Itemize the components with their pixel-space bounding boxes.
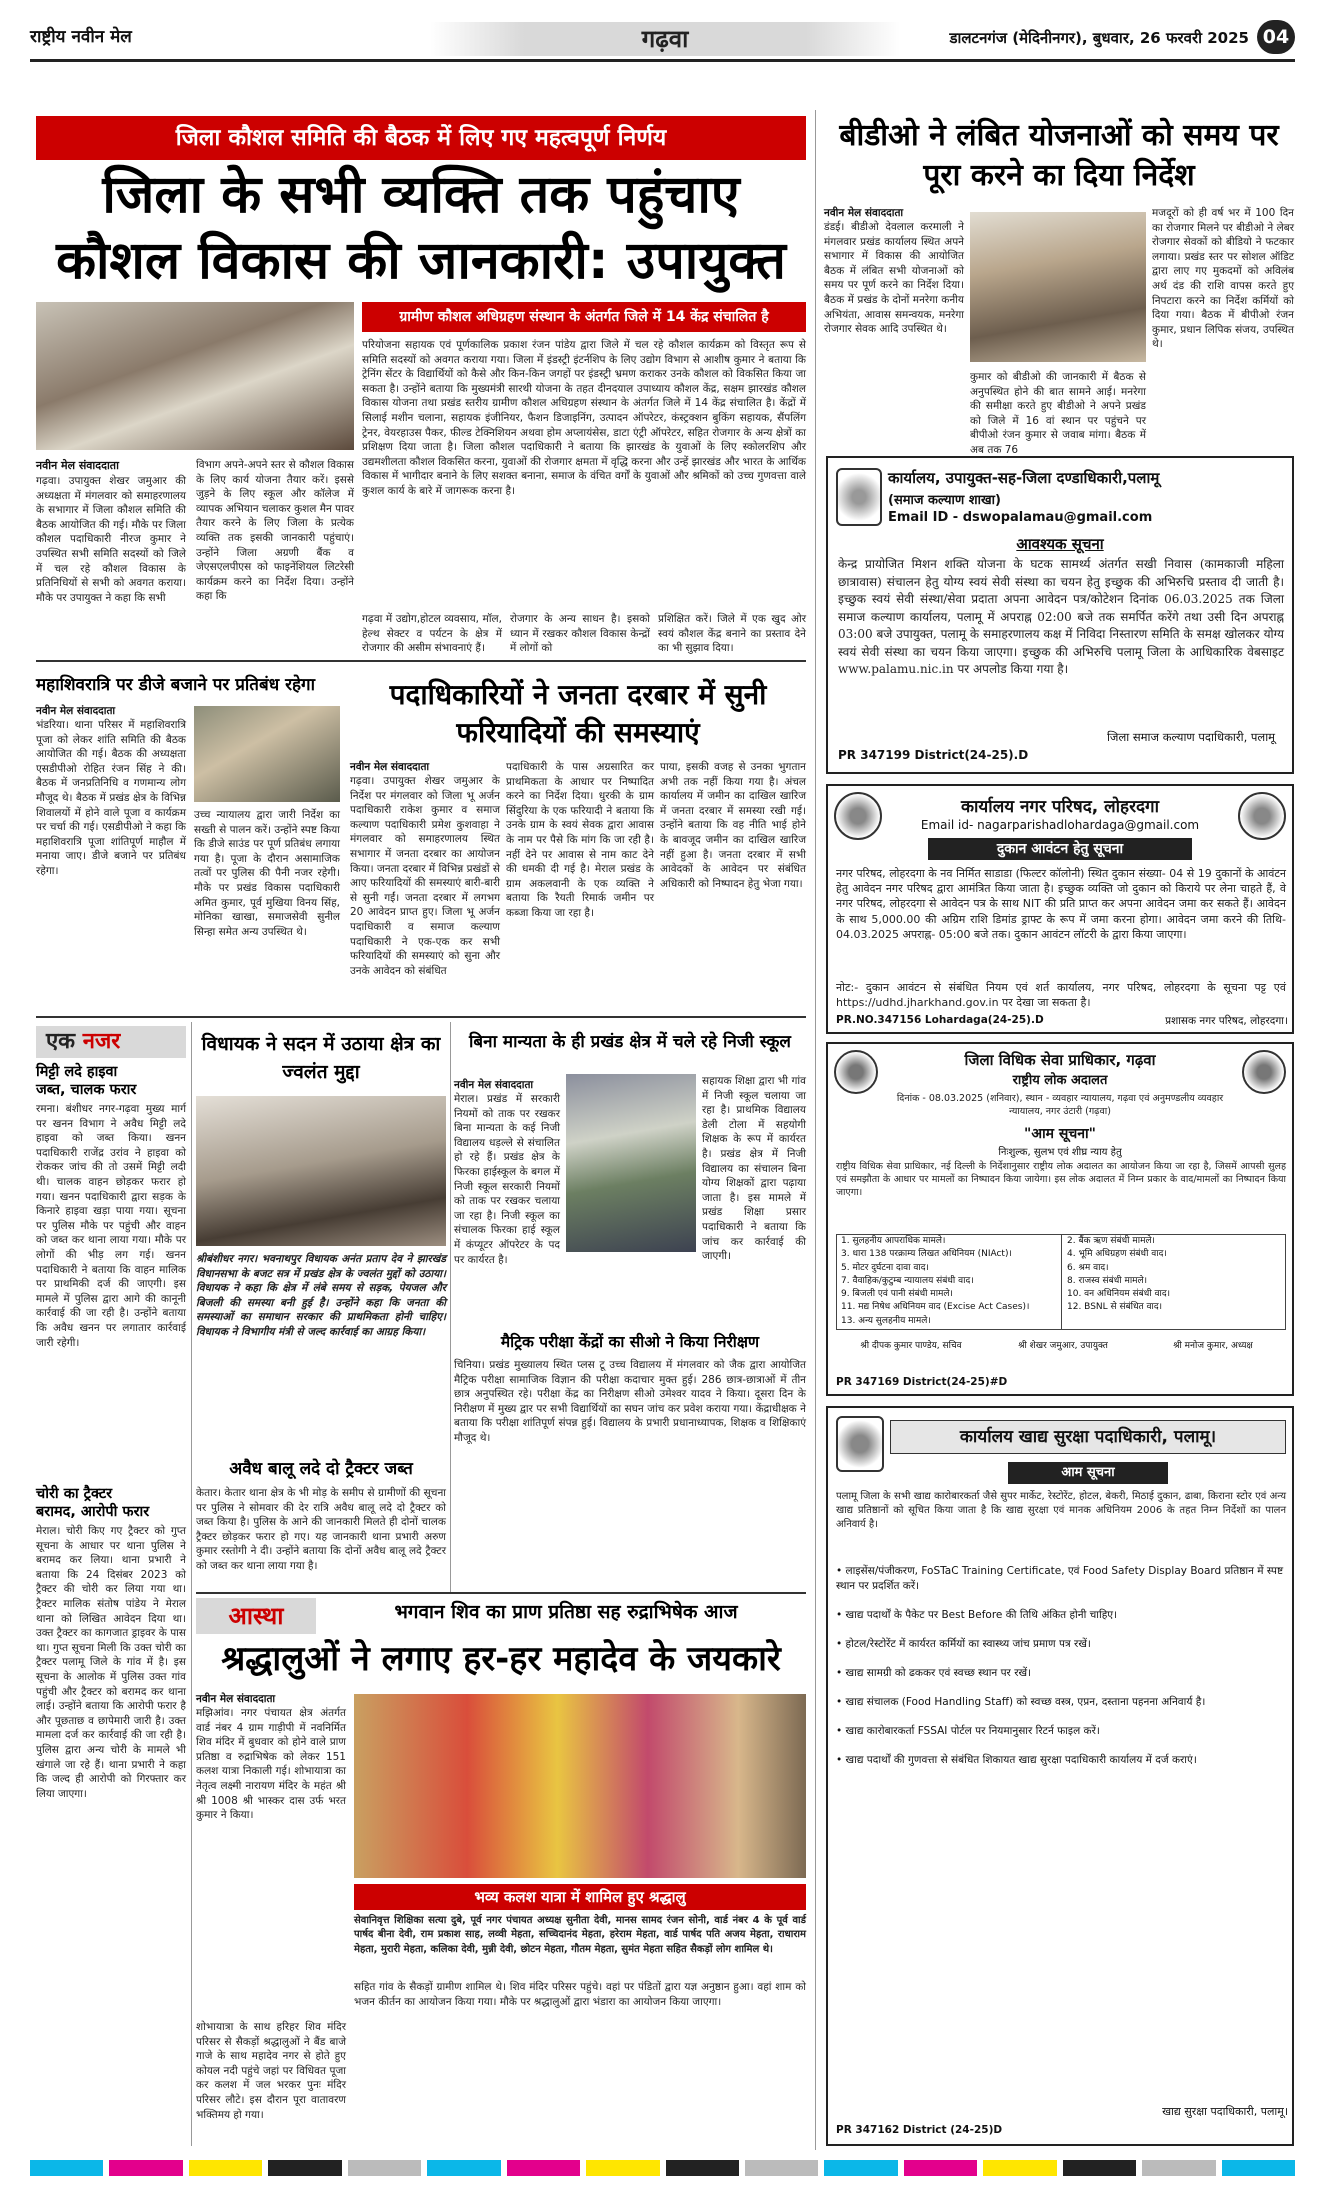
- lead-tail-2: रोजगार के अन्य साधन है। इसको ध्यान में रखकर कौशल विकास केन्द्रों में लोगों को: [510, 613, 650, 655]
- astha-photo-caption: भव्य कलश यात्रा में शामिल हुए श्रद्धालु: [354, 1884, 806, 1910]
- ek-nazar-label-2: नजर: [82, 1029, 121, 1054]
- vidhik-body: राष्ट्रीय विधिक सेवा प्राधिकार, नई दिल्ली के निर्देशानुसार राष्ट्रीय लोक अदालत का आयोजन किया जा रहा है, जिसमें आपसी सुलह एवं समझौता के आधार पर मामलों का निष्पादन किया जायेगा। इस लोक अदालत में निम्न प्रकार के वाद/मामलों का निष्पादन किया जाएगा।: [836, 1161, 1286, 1198]
- section-banner: गढ़वा: [430, 22, 900, 56]
- dsw-title: आवश्यक सूचना: [1016, 535, 1104, 553]
- list-item: • लाइसेंस/पंजीकरण, FoSTaC Training Certificate, एवं Food Safety Display Board प्रतिष्ठान में स्पष्ट स्थान पर प्रदर्शित करें।: [836, 1565, 1284, 1592]
- lohardaga-body: नगर परिषद, लोहरदगा के नव निर्मित साडाडा (फिल्टर कॉलोनी) स्थित दुकान संख्या- 04 से 19 दुकानों के आवंटन हेतु आवेदन नगर परिषद द्वारा आमंत्रित किया जाता है। इच्छुक व्यक्ति जो दुकान को किराये पर लेना चाहते हैं, वे नगर परिषद, लोहरदगा से आवेदन पत्र के साथ NIT की प्रति प्राप्त कर अपना आवेदन जमा कर सकते हैं। आवेदन के साथ 5,000.00 की अग्रिम राशि डिमांड ड्राफ्ट के रूप में जमा करना होगा। आवेदन जमा करने की तिथि- 04.03.2025 अपराह्न- 05:00 बजे तक। दुकान आवंटन लॉटरी के द्वारा किया जाएगा।: [836, 867, 1286, 941]
- list-item: 11. मद्य निषेध अधिनियम वाद (Excise Act Cases)।: [841, 1302, 1030, 1313]
- lohardaga-title: दुकान आवंटन हेतु सूचना: [928, 838, 1192, 860]
- food-body: पलामू जिला के सभी खाद्य कारोबारकर्ता जैसे सुपर मार्केट, रेस्टोरेंट, होटल, बेकरी, मिठाई दुकान, ढाबा, किराना स्टोर एवं अन्य खाद्य प्रतिष्ठानों को सूचित किया जाता है कि खाद्य सुरक्षा एवं मानक अधिनियम 2006 के तहत निम्न निर्देशों का पालन अनिवार्य है।: [836, 1491, 1286, 1530]
- astha-photo-names: सेवानिवृत्त शिक्षिका सत्या दुबे, पूर्व नगर पंचायत अध्यक्ष सुनीता देवी, मानस सामद रंजन सोनी, वार्ड नंबर 4 के पूर्व वार्ड पार्षद बीना देवी, राम प्रकाश साह, लव्वी मेहता, सच्चिदानंद मेहता, हरेराम मेहता, वार्ड पार्षद पति अजय मेहता, राधाराम मेहता, मुरारी मेहता, कलिका देवी, मुन्नी देवी, छोटन मेहता, गौतम मेहता, सुमंत मेहता सहित सैकड़ों लोग शामिल थे।: [354, 1915, 806, 1955]
- bdo-body-2: कुमार को बीडीओ की जानकारी में बैठक से अनुपस्थित होने की बात सामने आई। मनरेगा की समीक्षा करते हुए बीडीओ ने अपने प्रखंड को जिले में 16 वां स्थान पर पहुंचने पर बीपीओ रंजन कुमार से जवाब मांगा। बैठक में अब तक 76: [970, 371, 1146, 456]
- list-item: 3. धारा 138 परक्राम्य लिखत अधिनियम (NIAct)।: [841, 1249, 1012, 1260]
- mitti-headline-1: मिट्टी लदे हाइवा: [36, 1064, 118, 1080]
- school-body: मेराल। प्रखंड में सरकारी नियमों को ताक पर रखकर बिना मान्यता के कई निजी विद्यालय धड़ल्ले से संचालित हो रहे हैं। प्रखंड क्षेत्र के फिरका हाईस्कूल के बगल में निजी स्कूल सरकारी नियमों को ताक पर रखकर चलाया जा रहा है। निजी स्कूल का संचालक फिरका हाई स्कूल में कंप्यूटर ऑपरेटर के पद पर कार्यरत है।: [454, 1093, 560, 1266]
- astha-col1: मझिआंव। नगर पंचायत क्षेत्र अंतर्गत वार्ड नंबर 4 ग्राम गाड़ीपी में नवनिर्मित शिव मंदिर में बुधवार को होने वाले प्राण प्रतिष्ठा व रुद्राभिषेक को लेकर 151 कलश यात्रा निकाली गई। शोभायात्रा का नेतृत्व लक्ष्मी नारायण मंदिर के महंत श्री श्री 1008 श्री भास्कर दास उर्फ भरत कुमार ने किया।: [196, 1707, 346, 1822]
- dsw-pr: PR 347199 District(24-25).D: [838, 748, 1029, 762]
- dsw-dept: (समाज कल्याण शाखा): [888, 493, 1001, 508]
- darbar-headline: पदाधिकारियों ने जनता दरबार में सुनी फरियादियों की समस्याएं: [389, 678, 767, 749]
- dj-headline: महाशिवरात्रि पर डीजे बजाने पर प्रतिबंध रहेगा: [36, 675, 316, 695]
- lead-headline-1: जिला के सभी व्यक्ति तक पहुंचाए: [102, 165, 740, 225]
- astha-col2: शोभायात्रा के साथ हरिहर शिव मंदिर परिसर से सैकड़ों श्रद्धालुओं ने बैंड बाजे गाजे के साथ महादेव नगर से होते हुए कोयल नदी पहुंचे जहां पर विधिवत पूजा कर कलश में जल भरकर पुनः मंदिर परिसर लौटे। इस दौरान पूरा वातावरण भक्तिमय हो गया।: [196, 2021, 346, 2121]
- bdo-body-3: मजदूरों को ही वर्ष भर में 100 दिन का रोजगार मिलने पर बीडीओ ने लेबर रोजगार सेवकों को बीडियो ने फटकार लगाया। प्रखंड स्तर पर सोशल ऑडिट द्वारा लाए गए मुकदमों को अविलंब अर्थ दंड की राशि वापस करते हुए निपटारा करने का निर्देश कर्मियों को दिया गया। बैठक में बीपीओ रंजन कुमार, प्रधान लिपिक संजय, उपस्थित थे।: [1152, 207, 1294, 351]
- darbar-body: गढ़वा। उपायुक्त शेखर जमुआर के निर्देश पर मंगलवार को जिला भू अर्जन पदाधिकारी राकेश कुमार व समाज कल्याण पदाधिकारी प्रमेश कुशवाहा ने मंगलवार को समाहरणालय स्थित सभागार में जनता दरबार का आयोजन किया। जनता दरबार में विभिन्न प्रखंडों से आए फरियादियों की समस्याएं बारी-बारी से सुनी गईं। जनता दरबार में लगभग 20 आवेदन प्राप्त हुए। जिला भू अर्जन पदाधिकारी व समाज कल्याण पदाधिकारी ने एक-एक कर सभी फरियादियों की समस्याएं को सुना और उनके आवेदन को संबंधित: [350, 775, 500, 977]
- lohardaga-office: कार्यालय नगर परिषद, लोहरदगा: [960, 797, 1160, 817]
- food-notice: [826, 1406, 1294, 2146]
- mitti-body: रमना। बंशीधर नगर-गढ़वा मुख्य मार्ग पर खनन विभाग ने अवैध मिट्टी लदे हाइवा को जब्त किया। खनन पदाधिकारी राजेंद्र उरांव ने हाइवा को रोककर जांच की तो उसमें मिट्टी लदी थी। चालक वाहन छोड़कर फरार हो गया। खनन पदाधिकारी द्वारा सड़क के किनारे हाइवा खड़ा पाया गया। सूचना पर पुलिस मौके पर पहुंची और वाहन को जब्त कर थाना लाया गया। मौके पर लोगों की भीड़ लग गई। खनन पदाधिकारी ने बताया कि वाहन मालिक पर प्राथमिकी दर्ज की जाएगी। इस मामले में पुलिस द्वारा आगे की कानूनी कार्रवाई की जा रही है। उन्होंने बताया कि अवैध खनन पर लगातार कार्रवाई जारी रहेगी।: [36, 1103, 186, 1349]
- emblem-icon: [1238, 792, 1286, 840]
- list-item: 10. वन अधिनियम संबंधी वाद।: [1067, 1289, 1171, 1300]
- bdo-body: डंडई। बीडीओ देवलाल करमाली ने मंगलवार प्रखंड कार्यालय स्थित अपने सभागार में विकास की आयोजित बैठक में लंबित सभी योजनाओं को समय पर पूर्ण करने का निर्देश दिया। बैठक में प्रखंड के दोनों मनरेगा कनीय अभियंता, आवास समन्वयक, मनरेगा रोजगार सेवक आदि उपस्थित थे।: [824, 221, 964, 336]
- lead-subhead: ग्रामीण कौशल अधिग्रहण संस्थान के अंतर्गत जिले में 14 केंद्र संचालित है: [362, 302, 806, 332]
- emblem-icon: [836, 468, 882, 526]
- astha-byline: नवीन मेल संवाददाता: [196, 1693, 276, 1705]
- column-rule: [191, 1022, 192, 2146]
- dj-photo: [194, 706, 340, 802]
- vidhayak-caption: श्रीबंशीधर नगर। भवनाथपुर विधायक अनंत प्रताप देव ने झारखंड विधानसभा के बजट सत्र में प्रखंड क्षेत्र के ज्वलंत मुद्दों को उठाया। विधायक ने कहा कि क्षेत्र में लंबे समय से सड़क, पेयजल और बिजली की समस्या बनी हुई है। उन्होंने कहा कि जनता की समस्याओं का समाधान सरकार की प्राथमिकता होनी चाहिए। विधायक ने विभागीय मंत्री से जल्द कार्रवाई का आग्रह किया।: [196, 1253, 446, 1338]
- astha-headline: श्रद्धालुओं ने लगाए हर-हर महादेव के जयकारे: [221, 1639, 781, 1679]
- bdo-photo: [970, 212, 1146, 362]
- page-number: 04: [1257, 20, 1295, 54]
- divider: [36, 660, 806, 662]
- chori-headline-2: बरामद, आरोपी फरार: [36, 1504, 150, 1520]
- vidhayak-photo: [196, 1096, 446, 1246]
- vidhik-sign-2: श्री शेखर जमुआर, उपायुक्त: [1018, 1341, 1108, 1351]
- astha-bottom: सहित गांव के सैकड़ों ग्रामीण शामिल थे। शिव मंदिर परिसर पहुंचे। वहां पर पंडितों द्वारा यज्ञ अनुष्ठान हुआ। वहां शाम को भजन कीर्तन का आयोजन किया गया। मौके पर श्रद्धालुओं द्वारा भंडारा का आयोजन किया जाएगा।: [354, 1981, 806, 2008]
- bdo-byline: नवीन मेल संवाददाता: [824, 207, 904, 219]
- table-col-right: [1063, 1235, 1285, 1329]
- list-item: 5. मोटर दुर्घटना दावा वाद।: [841, 1262, 929, 1273]
- brand-logo: राष्ट्रीय नवीन मेल: [30, 27, 132, 47]
- lohardaga-note: नोट:- दुकान आवंटन से संबंधित नियम एवं शर्त कार्यालय, नगर परिषद, लोहरदगा के सूचना पट्ट एवं https://udhd.jharkhand.gov.in पर देखा जा सकता है।: [836, 981, 1286, 1009]
- lead-tail-3: प्रशिक्षित करें। जिले में एक खुद ओर स्वयं कौशल केंद्र बनाने का प्रस्ताव देने का भी सुझाव दिया।: [658, 613, 806, 655]
- masthead: [30, 18, 1295, 62]
- vidhik-pr: PR 347169 District(24-25)#D: [836, 1376, 1008, 1388]
- astha-label: आस्था: [196, 1598, 316, 1634]
- list-item: 2. बैंक ऋण संबंधी मामले।: [1067, 1236, 1155, 1246]
- vidhik-title: "आम सूचना": [1024, 1126, 1096, 1142]
- vidhayak-headline: विधायक ने सदन में उठाया क्षेत्र का ज्वलंत मुद्दा: [201, 1033, 441, 1083]
- list-item: 9. बिजली एवं पानी संबंधी मामले।: [841, 1289, 953, 1300]
- darbar-body-2: पदाधिकारी के पास अग्रसारित कर प्राथमिकता के आधार पर निष्पादित करने का निर्देश दिया। धुरकी के ग्राम सिंदुरिया के एक फरियादी ने बताया कि उनके ग्राम के स्वयं सेवक द्वारा आवास के नाम पर पैसे कि मांग कि जा रही है। नहीं देने पर आवास से नाम काट देने की धमकी दी गई है। मेराल प्रखंड के ग्राम अकलवानी के एक व्यक्ति ने बताया कि रैयती रिमार्क जमीन पर कब्जा किया जा रहा है।: [506, 761, 654, 919]
- list-item: • खाद्य कारोबारकर्ता FSSAI पोर्टल पर नियमानुसार रिटर्न फाइल करें।: [836, 1725, 1100, 1737]
- list-item: 7. वैवाहिक/कुटुम्ब न्यायालय संबंधी वाद।: [841, 1275, 974, 1286]
- vidhik-dates: दिनांक - 08.03.2025 (शनिवार), स्थान - व्यवहार न्यायालय, गढ़वा एवं अनुमण्डलीय व्यवहार न्यायालय, नगर उंटारी (गढ़वा): [896, 1093, 1224, 1117]
- school-byline: नवीन मेल संवाददाता: [454, 1079, 534, 1091]
- school-photo: [566, 1074, 696, 1252]
- bdo-headline: बीडीओ ने लंबित योजनाओं को समय पर पूरा करने का दिया निर्देश: [839, 118, 1279, 193]
- list-item: 4. भूमि अधिग्रहण संबंधी वाद।: [1067, 1249, 1167, 1260]
- column-rule: [815, 110, 816, 2150]
- ek-nazar-label: [36, 1026, 186, 1058]
- list-item: • खाद्य सामग्री को ढककर एवं स्वच्छ स्थान पर रखें।: [836, 1667, 1032, 1679]
- mitti-headline-2: जब्त, चालक फरार: [36, 1082, 137, 1098]
- list-item: 6. श्रम वाद।: [1067, 1262, 1109, 1273]
- divider: [36, 1016, 806, 1018]
- ek-nazar-label-1: एक: [46, 1029, 76, 1054]
- matric-body: चिनिया। प्रखंड मुख्यालय स्थित प्लस टू उच्च विद्यालय में मंगलवार को जैक द्वारा आयोजित मैट्रिक परीक्षा सामाजिक विज्ञान की परीक्षा कदाचार मुक्त हुई। 286 छात्र-छात्राओं में तीन छात्र अनुपस्थित रहे। परीक्षा केंद्र का निरीक्षण सीओ उमेश्वर यादव ने किया। दूसरा दिन के निरीक्षण में मुख्य द्वार पर सभी विद्यार्थियों का सघन जांच कर प्रवेश कराया गया। केंद्राधीक्षक ने बताया कि परीक्षा शांतिपूर्ण संपन्न हुई। विद्यालय के प्रभारी प्रधानाध्यापक, शिक्षक व शिक्षिकाएं मौजूद थे।: [454, 1359, 806, 1444]
- print-color-bar: [30, 2160, 1295, 2176]
- divider: [196, 1592, 806, 1594]
- vidhik-sub: राष्ट्रीय लोक अदालत: [1012, 1073, 1108, 1088]
- list-item: 1. सुलहनीय आपराधिक मामले।: [841, 1236, 946, 1246]
- chori-headline-1: चोरी का ट्रैक्टर: [36, 1486, 113, 1502]
- darbar-body-3: पाया, इसकी वजह से उनका भुगतान अभी तक नहीं किया गया है। अंचल कार्यालय में जमीन का दाखिल खारिज में जनता दरबार में समस्या रखी गई। उन्होंने बताया कि वह नीति भाई होने के बावजूद जमीन का दाखिल खारिज नहीं हुआ है। जनता दरबार में सभी आवेदकों के आवेदन पर संबंधित अधिकारी को निष्पादन हेतु भेजा गया।: [660, 761, 806, 890]
- dj-byline: नवीन मेल संवाददाता: [36, 705, 116, 717]
- dsw-office: कार्यालय, उपायुक्त-सह-जिला दण्डाधिकारी,पलामू: [888, 469, 1160, 487]
- lead-col1: गढ़वा। उपायुक्त शेखर जमुआर की अध्यक्षता में मंगलवार को समाहरणालय के सभागार में जिला कौशल समिति की बैठक आयोजित की गई। मौके पर जिला कौशल पदाधिकारी नीरज कुमार ने उपस्थित सभी समिति सदस्यों को जिले में चल रहे कौशल विकास के प्रतिनिधियों से सभी को अवगत कराया। मौके पर उपायुक्त ने कहा कि सभी: [36, 475, 186, 604]
- food-sign: खाद्य सुरक्षा पदाधिकारी, पलामू।: [1162, 2105, 1288, 2118]
- astha-strap: भगवान शिव का प्राण प्रतिष्ठा सह रुद्राभिषेक आज: [394, 1601, 738, 1623]
- vidhik-sign-1: श्री दीपक कुमार पाण्डेय, सचिव: [860, 1341, 962, 1351]
- dsw-email: Email ID - dswopalamau@gmail.com: [888, 510, 1153, 525]
- lead-body: परियोजना सहायक एवं पूर्णकालिक प्रकाश रंजन पांडेय द्वारा जिले में चल रहे कौशल कार्यक्रम को विस्तृत रूप से समिति सदस्यों को अवगत कराया गया। जिला में इंडस्ट्री इंटर्नशिप के लिए उद्योग विभाग से आशीष कुमार ने बताया कि ट्रेनिंग सेंटर के विद्यार्थियों को कैसे और किन-किन जगहों पर इंडस्ट्री भ्रमण कराकर उनके कौशल को विकसित किया जा सकता है। उन्होंने बताया कि मुख्यमंत्री सारथी योजना के तहत दीनदयाल उपाध्याय कौशल केंद्र, सक्षम झारखंड कौशल विकास योजना तथा प्रखंड स्तरीय ग्रामीण कौशल अधिग्रहण संस्थान के अंतर्गत जिले में 14 केंद्र संचालित है। केंद्रों में सिलाई मशीन चलाना, सहायक इंजीनियर, फैशन डिजाइनिंग, उत्पादन ऑपरेटर, कंस्ट्रक्शन बुकिंग सहायक, सैंपलिंग ट्रेनर, वेयरहाउस पैकर, फील्ड टेक्निशियन अथवा होम अप्लायंसेस, डाटा एंट्री ऑपरेटर, सहित रोजगार के अन्य क्षेत्रों का प्रशिक्षण दिया जाता है। जिला कौशल पदाधिकारी ने बताया कि झारखंड के युवाओं के लिए स्कोलरशिप और उद्यमशीलता कौशल विकसित करना, युवाओं की रोजगार क्षमता में वृद्धि करना और उन्हें झारखंड और भारत के आर्थिक विकास में भागीदार बनाने के लिए सशक्त बनाना, समाज के वंचित वर्गों के युवाओं और श्रमिकों को उच्च गुणवत्ता वाले कुशल कार्य के बारे में जागरूक करना है।: [362, 339, 806, 497]
- balu-headline: अवैध बालू लदे दो ट्रैक्टर जब्त: [229, 1459, 413, 1479]
- lead-tail-1: गढ़वा में उद्योग,होटल व्यवसाय, मॉल, हेल्थ सेक्टर व पर्यटन के क्षेत्र में रोजगार की असीम संभावनाएं हैं।: [362, 613, 502, 655]
- lead-photo: [36, 302, 354, 450]
- lead-kicker: जिला कौशल समिति की बैठक में लिए गए महत्वपूर्ण निर्णय: [36, 116, 806, 160]
- lohardaga-pr: PR.NO.347156 Lohardaga(24-25).D: [836, 1014, 1044, 1026]
- emblem-icon: [834, 792, 882, 840]
- column-rule: [450, 1022, 451, 1592]
- lead-col2: विभाग अपने-अपने स्तर से कौशल विकास के लिए कार्य योजना तैयार करें। इससे जुड़ने के लिए स्कूल और कॉलेज में व्यापक अभियान चलाकर कुशल मैन पावर तैयार करने के लिए जिला के प्रत्येक व्यक्ति तक इसकी जानकारी पहुंचाएं। उन्होंने जिला अग्रणी बैंक व जेएसएलपीएस को फाइनेंशियल लिटरेसी कार्यक्रम करने का निर्देश दिया। उन्होंने कहा कि: [196, 459, 354, 603]
- dsw-notice: [826, 456, 1294, 774]
- dateline: डालटनगंज (मेदिनीनगर), बुधवार, 26 फरवरी 2025: [949, 29, 1249, 47]
- list-item: • खाद्य पदार्थों की गुणवत्ता से संबंधित शिकायत खाद्य सुरक्षा पदाधिकारी कार्यालय में दर्ज कराएं।: [836, 1754, 1197, 1766]
- vidhik-items-table: [836, 1234, 1286, 1330]
- lohardaga-sign: प्रशासक नगर परिषद, लोहरदगा।: [1165, 1015, 1288, 1027]
- list-item: • खाद्य संचालक (Food Handling Staff) को स्वच्छ वस्त्र, एप्रन, दस्ताना पहनना अनिवार्य है।: [836, 1696, 1206, 1708]
- lead-byline: नवीन मेल संवाददाता: [36, 459, 119, 472]
- food-items: [836, 1564, 1286, 2084]
- vidhik-subtitle: निःशुल्क, सुलभ एवं शीघ्र न्याय हेतु: [998, 1147, 1122, 1158]
- chori-body: मेराल। चोरी किए गए ट्रैक्टर को गुप्त सूचना के आधार पर थाना पुलिस ने बरामद कर लिया। थाना प्रभारी ने बताया कि 24 दिसंबर 2023 को ट्रैक्टर की चोरी कर लिया गया था। ट्रैक्टर मालिक संतोष पांडेय ने मेराल थाना को लिखित आवेदन दिया था। उक्त ट्रैक्टर का कागजात ड्राइवर के पास था। गुप्त सूचना मिली कि उक्त चोरी का ट्रैक्टर पलामू जिले के गांव में है। इस सूचना के आलोक में पुलिस उक्त गांव पहुंची और ट्रैक्टर को बरामद कर थाना लाई। उन्होंने बताया कि आरोपी फरार है और पूछताछ व छापेमारी जारी है। उक्त मामला दर्ज कर कार्रवाई की जा रही है। पुलिस द्वारा अन्य चोरी के मामले भी खंगाले जा रहे हैं। थाना प्रभारी ने कहा कि जल्द ही आरोपी को गिरफ्तार कर लिया जाएगा।: [36, 1525, 186, 1800]
- table-col-left: [837, 1235, 1062, 1329]
- dj-body-2: उच्च न्यायालय द्वारा जारी निर्देश का सख्ती से पालन करें। उन्होंने स्पष्ट किया कि डीजे साउंड पर पूर्ण प्रतिबंध लगाया गया है। पूजा के दौरान असामाजिक तत्वों पर पुलिस की पैनी नजर रहेगी। मौके पर प्रखंड विकास पदाधिकारी अमित कुमार, पूर्व मुखिया विनय सिंह, मोनिका खाखा, समाजसेवी सुनील सिन्हा समेत अन्य उपस्थित थे।: [194, 809, 340, 938]
- school-headline: बिना मान्यता के ही प्रखंड क्षेत्र में चले रहे निजी स्कूल: [469, 1032, 791, 1052]
- darbar-byline: नवीन मेल संवाददाता: [350, 761, 430, 773]
- list-item: 13. अन्य सुलहनीय मामले।: [841, 1315, 931, 1326]
- dsw-body: केन्द्र प्रायोजित मिशन शक्ति योजना के घटक सामर्थ्य अंतर्गत सखी निवास (कामकाजी महिला छात्रावास) संचालन हेतु योग्य स्वयं सेवी संस्था का चयन हेतु इच्छुक की अभिरुचि प्रस्ताव दी जाती है। इच्छुक स्वयं सेवी संस्था/सेवा प्रदाता अपना आवेदन पत्र/कोटेशन दिनांक 06.03.2025 तक जिला समाज कल्याण कार्यालय, पलामू में अपराह्न 02:00 बजे तक समर्पित करेंगे तथा उसी दिन अपराह्न 03:00 बजे उपायुक्त, पलामू के समाहरणालय कक्ष में निविदा निस्तारण समिति के समक्ष खोलकर योग्य स्वयं सेवी संस्था का चयन किया जाएगा। इच्छुक की अभिरुचि पलामू जिला के आधिकारिक वेबसाइट www.palamu.nic.in पर अपलोड किया गया है।: [838, 557, 1284, 676]
- food-office: कार्यालय खाद्य सुरक्षा पदाधिकारी, पलामू।: [890, 1420, 1286, 1454]
- vidhik-sign-3: श्री मनोज कुमार, अध्यक्ष: [1173, 1341, 1253, 1351]
- emblem-icon: [836, 1416, 884, 1472]
- list-item: 12. BSNL से संबंधित वाद।: [1067, 1302, 1163, 1313]
- list-item: • खाद्य पदार्थों के पैकेट पर Best Before की तिथि अंकित होनी चाहिए।: [836, 1609, 1118, 1621]
- food-title: आम सूचना: [1008, 1462, 1168, 1484]
- balu-body: केतार। केतार थाना क्षेत्र के भी मोड़ के समीप से ग्रामीणों की सूचना पर पुलिस ने सोमवार की देर रात्रि अवैध बालू लदे दो ट्रैक्टर को जब्त किया है। पुलिस के आने की जानकारी मिलते ही दोनों चालक ट्रैक्टर छोड़कर फरार हो गए। यह जानकारी थाना प्रभारी अरुण कुमार रस्तोगी ने दी। उन्होंने बताया कि दोनों अवैध बालू लदे ट्रैक्टर को जब्त कर थाना लाया गया है।: [196, 1487, 446, 1572]
- lohardaga-email: Email id- nagarparishadlohardaga@gmail.com: [920, 818, 1200, 832]
- lead-headline-2: कौशल विकास की जानकारी: उपायुक्त: [56, 231, 786, 291]
- astha-photo: [354, 1694, 806, 1878]
- vidhik-office: जिला विधिक सेवा प्राधिकार, गढ़वा: [964, 1051, 1156, 1069]
- list-item: 8. राजस्व संबंधी मामले।: [1067, 1275, 1148, 1286]
- emblem-icon: [1242, 1050, 1286, 1094]
- dj-body: भंडरिया। थाना परिसर में महाशिवरात्रि पूजा को लेकर शांति समिति की बैठक आयोजित की गई। बैठक की अध्यक्षता एसडीपीओ रोहित रंजन सिंह ने की। बैठक में जनप्रतिनिधि व गणमान्य लोग मौजूद थे। बैठक में प्रखंड क्षेत्र के विभिन्न शिवालयों में होने वाले पूजा व कार्यक्रम पर चर्चा की गई। एसडीपीओ ने कहा कि महाशिवरात्रि पूजा शांतिपूर्ण माहौल में मनाया जाए। डीजे बजाने पर प्रतिबंध रहेगा।: [36, 719, 186, 877]
- lohardaga-notice: [826, 784, 1294, 1034]
- matric-headline: मैट्रिक परीक्षा केंद्रों का सीओ ने किया निरीक्षण: [500, 1333, 760, 1351]
- food-pr: PR 347162 District (24-25)D: [836, 2124, 1003, 2136]
- emblem-icon: [834, 1050, 878, 1094]
- school-body-2: सहायक शिक्षा द्वारा भी गांव में निजी स्कूल चलाया जा रहा है। प्राथमिक विद्यालय डेली टोला में सहयोगी शिक्षक के रूप में कार्यरत है। प्रखंड क्षेत्र में निजी विद्यालय का संचालन बिना योग्य शिक्षकों द्वारा पढ़ाया जाता है। इस मामले में प्रखंड शिक्षा प्रसार पदाधिकारी ने बताया कि जांच कर कार्रवाई की जाएगी।: [702, 1075, 806, 1263]
- vidhik-notice: [826, 1042, 1294, 1396]
- dsw-sign: जिला समाज कल्याण पदाधिकारी, पलामू: [1106, 730, 1276, 744]
- list-item: • होटल/रेस्टोरेंट में कार्यरत कर्मियों का स्वास्थ्य जांच प्रमाण पत्र रखें।: [836, 1638, 1091, 1650]
